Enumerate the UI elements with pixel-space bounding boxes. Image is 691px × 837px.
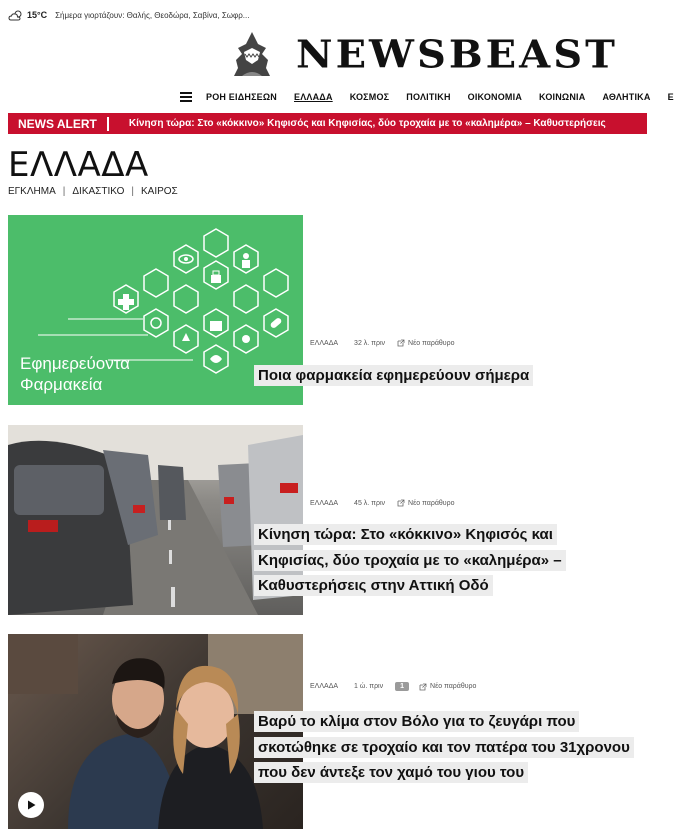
article-card <box>8 425 647 615</box>
article-meta <box>310 499 454 507</box>
article-headline[interactable] <box>254 709 634 786</box>
subnav-separator: | <box>131 186 134 197</box>
nav-item-society[interactable]: ΚΟΙΝΩΝΙΑ <box>539 92 586 102</box>
article-meta <box>310 682 476 691</box>
external-link-icon[interactable] <box>419 683 427 691</box>
hamburger-menu-icon[interactable] <box>180 92 192 102</box>
new-window-link[interactable]: Νέο παράθυρο <box>430 683 477 690</box>
article-card <box>8 215 647 405</box>
nav-item-politics[interactable]: ΠΟΛΙΤΙΚΗ <box>406 92 451 102</box>
article-card <box>8 634 647 829</box>
nav-item-news-feed[interactable]: ΡΟΗ ΕΙΔΗΣΕΩΝ <box>206 92 277 102</box>
article-headline[interactable] <box>254 363 647 389</box>
article-category[interactable]: ΕΛΛΑΔΑ <box>310 499 339 507</box>
logo-wordmark: NEWSBEAST <box>296 31 618 77</box>
nav-item-greece[interactable]: ΕΛΛΑΔΑ <box>294 92 333 102</box>
subnav-separator: | <box>62 186 66 197</box>
image-caption-line2: Φαρμακεία <box>20 375 103 394</box>
nav-item-truncated[interactable]: Ε <box>667 92 674 102</box>
play-video-button[interactable] <box>18 792 44 818</box>
new-window-link[interactable]: Νέο παράθυρο <box>408 339 455 347</box>
partly-cloudy-icon <box>8 10 24 21</box>
external-link-icon[interactable] <box>397 499 405 507</box>
section-subnav <box>8 186 178 197</box>
article-headline-text[interactable]: Κίνηση τώρα: Στο «κόκκινο» Κηφισός και Κηφισίας, δύο τροχαία με το «καλημέρα» – Καθυστερήσεις στην Αττική Οδό <box>254 524 566 596</box>
news-alert-bar <box>8 113 647 134</box>
shark-logo-icon <box>232 30 272 78</box>
nav-item-sports[interactable]: ΑΘΛΗΤΙΚΑ <box>602 92 651 102</box>
article-time: 1 ώ. πριν <box>354 683 384 690</box>
site-logo[interactable] <box>232 30 618 78</box>
subnav-item-weather[interactable]: ΚΑΙΡΟΣ <box>140 186 178 197</box>
article-headline[interactable] <box>254 522 624 599</box>
temperature: 15°C <box>27 10 48 20</box>
article-category[interactable]: ΕΛΛΑΔΑ <box>310 339 339 347</box>
comments-count-badge[interactable]: 1 <box>395 682 409 691</box>
news-alert-ticker[interactable]: Κίνηση τώρα: Στο «κόκκινο» Κηφισός και Κηφισίας, δύο τροχαία με το «καλημέρα» – Καθυστερήσεις <box>128 118 606 129</box>
main-navigation <box>180 90 691 104</box>
weather-bar <box>8 8 249 22</box>
play-icon <box>25 799 37 811</box>
article-headline-text[interactable]: Βαρύ το κλίμα στον Βόλο για το ζευγάρι που σκοτώθηκε σε τροχαίο και τον πατέρα του 31χρονου που δεν άντεξε τον χαμό του γιου του <box>254 711 634 783</box>
subnav-item-crime[interactable]: ΕΓΚΛΗΜΑ <box>8 186 56 197</box>
subnav-item-judicial[interactable]: ΔΙΚΑΣΤΙΚΟ <box>72 186 125 197</box>
article-headline-text[interactable]: Ποια φαρμακεία εφημερεύουν σήμερα <box>254 365 533 386</box>
article-meta <box>310 339 454 347</box>
article-time: 45 λ. πριν <box>354 499 386 507</box>
nav-item-world[interactable]: ΚΟΣΜΟΣ <box>349 92 390 102</box>
article-time: 32 λ. πριν <box>354 339 386 347</box>
news-alert-label: NEWS ALERT <box>8 117 109 131</box>
external-link-icon[interactable] <box>397 339 405 347</box>
nav-item-economy[interactable]: ΟΙΚΟΝΟΜΙΑ <box>467 92 523 102</box>
article-category[interactable]: ΕΛΛΑΔΑ <box>310 683 339 690</box>
image-caption-line1: Εφημερεύοντα <box>20 354 130 373</box>
nameday-text[interactable]: Σήμερα γιορτάζουν: Θαλής, Θεοδώρα, Σαβίνα, Σωφρ... <box>55 10 250 20</box>
page-title: ΕΛΛΑΔΑ <box>8 145 149 185</box>
new-window-link[interactable]: Νέο παράθυρο <box>408 499 455 507</box>
